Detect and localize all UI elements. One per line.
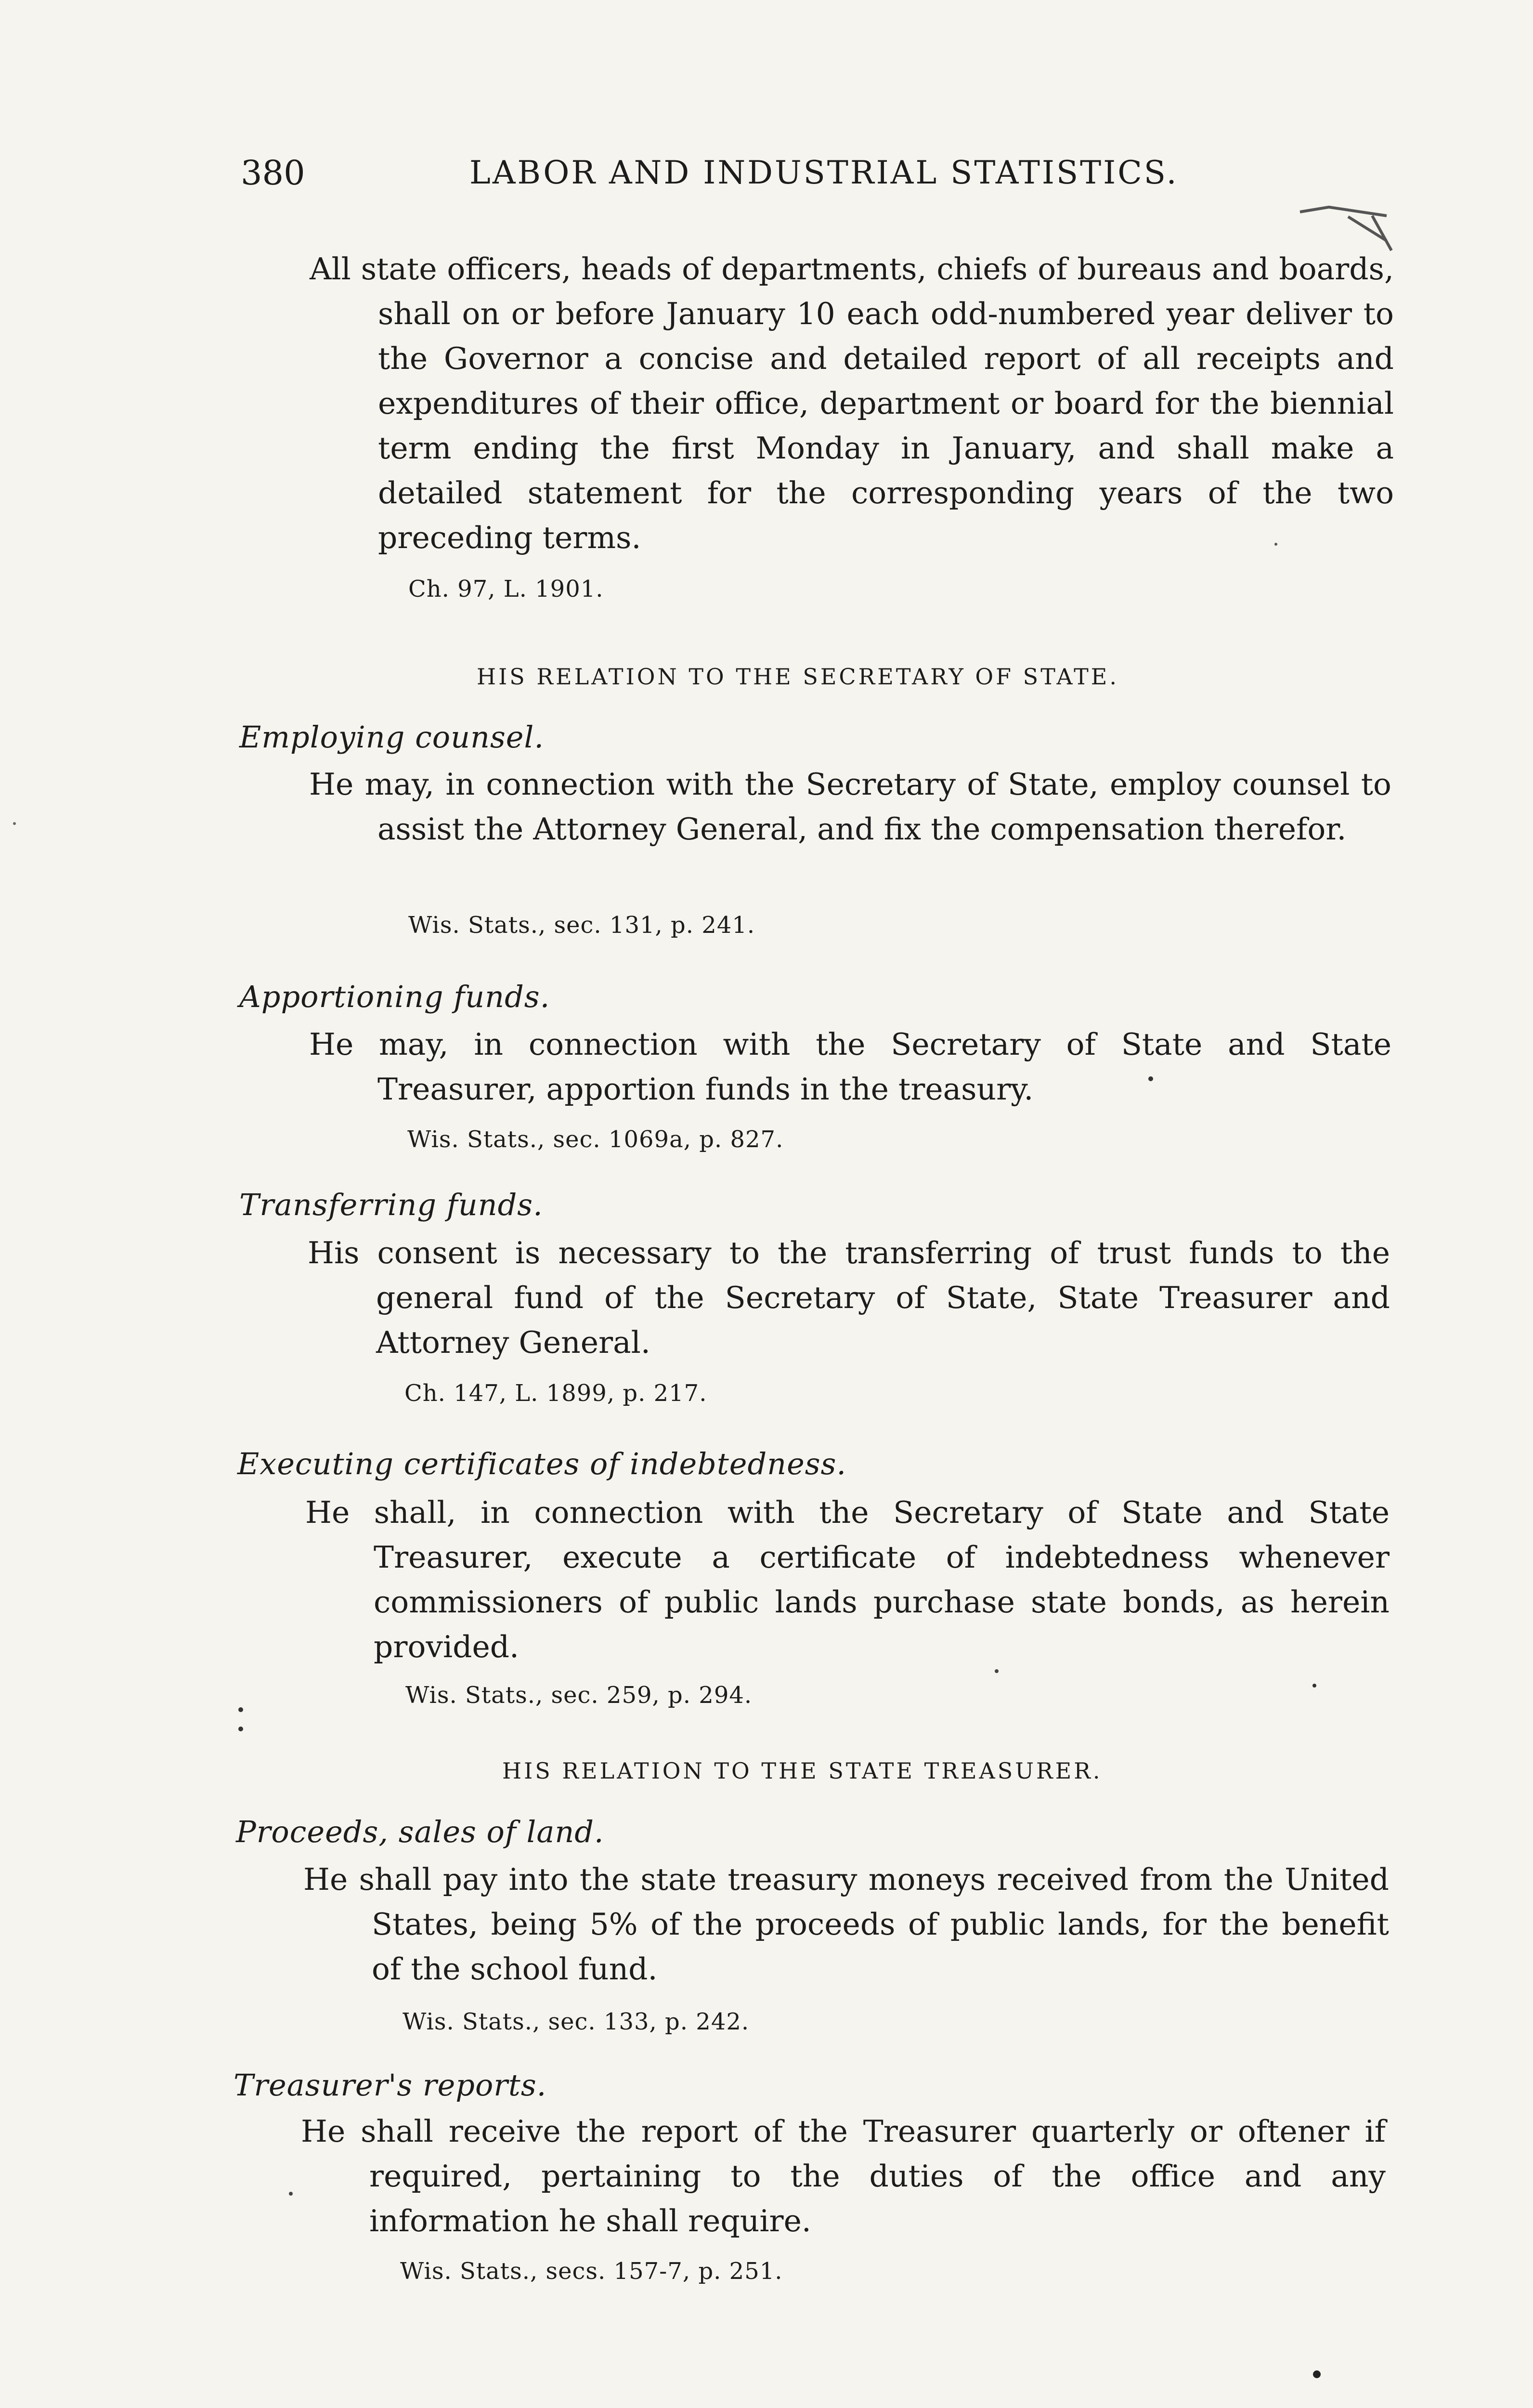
speck <box>238 1707 243 1712</box>
opening-citation: Ch. 97, L. 1901. <box>408 576 604 602</box>
speck <box>289 2192 293 2196</box>
page-number: 380 <box>241 153 305 193</box>
entry-text-apportioning-funds: He may, in connection with the Secretary of State and State Treasurer, apportion funds in the treasury. <box>309 1027 1391 1107</box>
entry-title-employing-counsel: Employing counsel. <box>239 720 545 755</box>
entry-citation-apportioning-funds: Wis. Stats., sec. 1069a, p. 827. <box>407 1126 784 1153</box>
entry-text-employing-counsel: He may, in connection with the Secretary of State, employ counsel to assist the Attorney General, and fix the compensation therefor. <box>309 767 1391 847</box>
entry-title-apportioning-funds: Apportioning funds. <box>239 979 550 1014</box>
speck <box>1313 2370 1321 2378</box>
opening-paragraph: All state officers, heads of departments, chiefs of bureaus and boards, shall on or before January 10 each odd-numbered year deliver to the Governor a concise and detailed report of all receipts and expenditures of their office, department or board for the biennial term ending the first Monday in January, and shall make a detailed statement for the corresponding years of the two preceding terms. <box>310 251 1394 555</box>
entry-citation-transferring-funds: Ch. 147, L. 1899, p. 217. <box>404 1380 707 1407</box>
speck <box>995 1669 999 1673</box>
treasurer-section-heading: HIS RELATION TO THE STATE TREASURER. <box>502 1758 1103 1784</box>
entry-text-treasurers-reports: He shall receive the report of the Treasurer quarterly or oftener if required, pertaining to the duties of the office and any information he shall require. <box>301 2114 1386 2238</box>
entry-title-treasurers-reports: Treasurer's reports. <box>234 2068 547 2103</box>
entry-citation-proceeds-sales: Wis. Stats., sec. 133, p. 242. <box>403 2008 750 2035</box>
entry-citation-executing-certificates: Wis. Stats., sec. 259, p. 294. <box>405 1682 753 1709</box>
speck <box>238 1727 243 1731</box>
entry-title-transferring-funds: Transferring funds. <box>239 1187 543 1222</box>
speck <box>1312 1684 1316 1688</box>
running-title: LABOR AND INDUSTRIAL STATISTICS. <box>469 154 1179 191</box>
entry-text-transferring-funds: His consent is necessary to the transferring of trust funds to the general fund of the Secretary of State, State Treasurer and Attorney General. <box>308 1235 1390 1360</box>
entry-citation-treasurers-reports: Wis. Stats., secs. 157-7, p. 251. <box>400 2258 783 2285</box>
speck <box>13 822 16 825</box>
secretary-section-heading: HIS RELATION TO THE SECRETARY OF STATE. <box>477 664 1119 690</box>
ink-mark <box>1300 207 1391 250</box>
entry-title-proceeds-sales: Proceeds, sales of land. <box>236 1814 604 1849</box>
entry-text-proceeds-sales: He shall pay into the state treasury moneys received from the United States, being 5% of the proceeds of public lands, for the benefit of the school fund. <box>303 1862 1389 1987</box>
entry-text-executing-certificates: He shall, in connection with the Secretary of State and State Treasurer, execute a certificate of indebtedness whenever commissioners of public lands purchase state bonds, as herein provided. <box>305 1495 1390 1664</box>
entry-citation-employing-counsel: Wis. Stats., sec. 131, p. 241. <box>408 912 755 939</box>
entry-title-executing-certificates: Executing certificates of indebtedness. <box>237 1446 847 1481</box>
